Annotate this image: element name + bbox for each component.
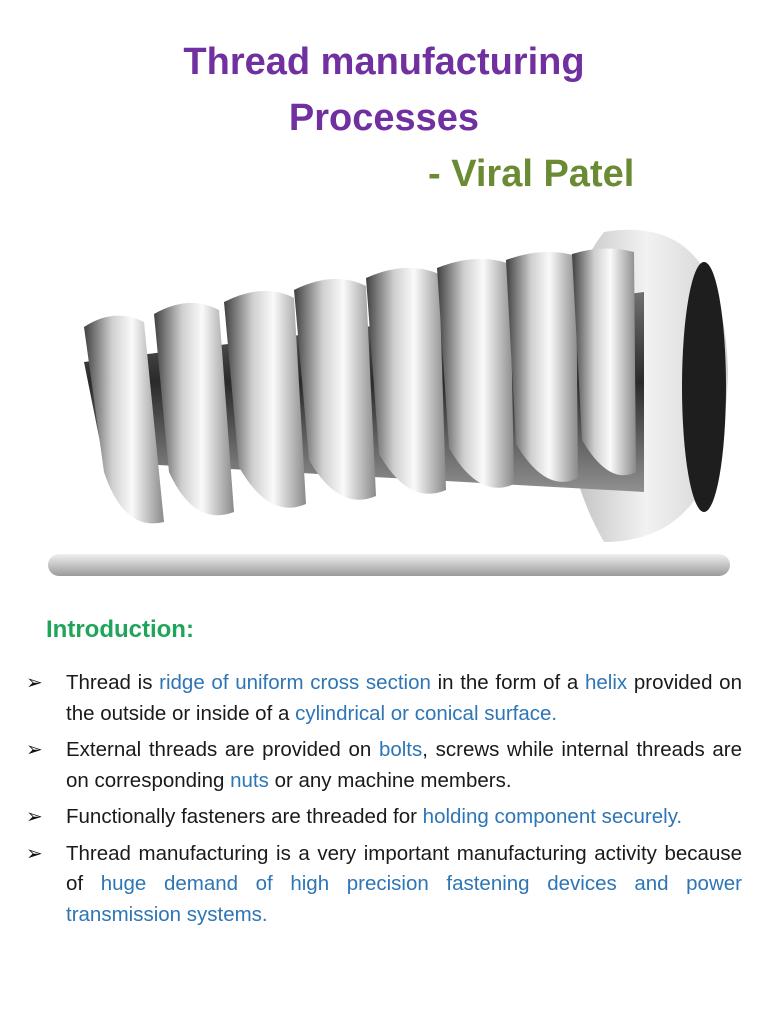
introduction-heading: Introduction: [46,616,194,643]
bullet-arrow-icon: ➢ [26,672,43,694]
list-item [26,802,742,833]
list-item [26,735,742,796]
highlighted-term: ridge of uniform cross section [159,671,431,694]
bullet-arrow-icon: ➢ [26,806,43,828]
page-title-line-2: Processes [288,97,480,139]
bullet-text: , screws while internal threads are on corresponding [66,738,742,792]
highlighted-term: cylindrical or conical surface. [295,701,558,725]
introduction-bullet-list [26,668,742,936]
author-name: - Viral Patel [428,153,635,195]
highlighted-term: huge demand of high precision fastening devices and power transmission systems. [66,872,742,926]
page-title-line-1: Thread manufacturing [183,41,585,83]
bullet-text: or any machine members. [268,768,512,792]
bullet-text: Functionally fasteners are threaded for [66,805,423,828]
highlighted-term: nuts [230,768,269,792]
list-item [26,668,742,729]
screw-thread-icon [44,222,734,578]
bullet-text: External threads are provided on [66,738,379,761]
highlighted-term: bolts [378,738,423,761]
bullet-arrow-icon: ➢ [26,842,43,865]
bullet-text: in the form of a [430,671,585,694]
bullet-arrow-icon: ➢ [26,739,43,761]
bullet-text: provided on the outside or inside of a [66,671,742,725]
highlighted-term: helix [584,671,628,694]
highlighted-term: holding component securely. [422,805,683,828]
bullet-text: Thread is [66,671,160,694]
list-item [26,839,742,931]
screw-thread-image [44,222,734,578]
bullet-text: Thread manufacturing is a very important manufacturing activity because of [66,841,742,895]
